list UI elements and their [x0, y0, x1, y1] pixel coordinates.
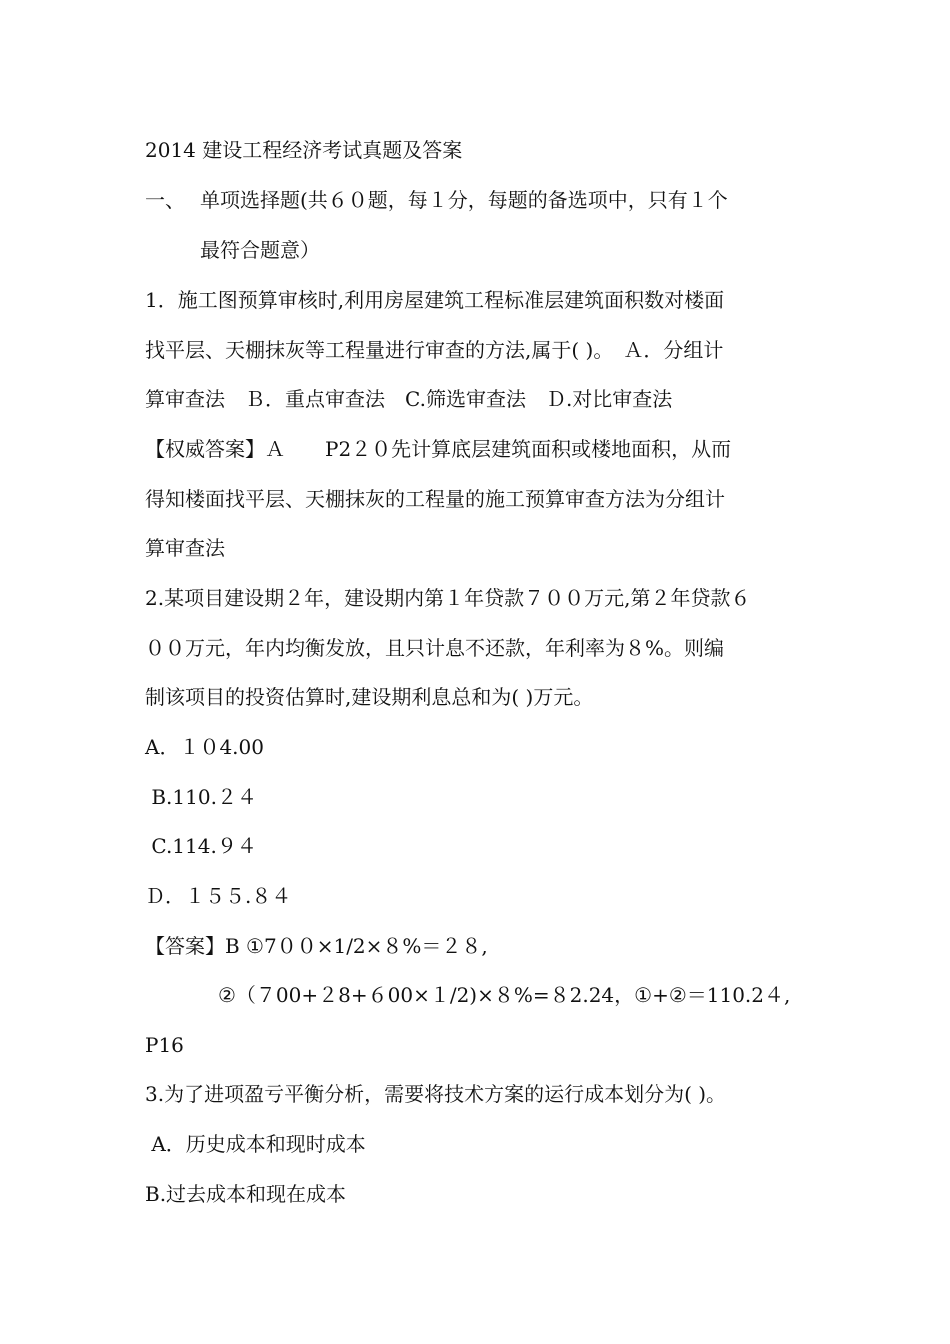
question-2-option-b: B.110.２４ [145, 785, 257, 809]
question-2-line-3: 制该项目的投资估算时,建设期利息总和为( )万元。 [145, 685, 594, 709]
question-1-line-2: 找平层、天棚抹灰等工程量进行审查的方法,属于( )。 Ａ．分组计 [145, 338, 724, 362]
section-heading-line-2: 最符合题意） [200, 238, 320, 262]
question-1-answer-line-2: 得知楼面找平层、天棚抹灰的工程量的施工预算审查方法为分组计 [145, 487, 725, 511]
section-heading-line-1: 单项选择题(共６０题，每１分，每题的备选项中，只有１个 [200, 188, 728, 212]
question-2-answer-line-2: ②（７00+２8+６00×１/2)×８%=８2.24，①+②＝110.2４, [218, 983, 791, 1007]
question-2-line-1: 2.某项目建设期２年，建设期内第１年贷款７００万元,第２年贷款６ [145, 586, 751, 610]
question-1-answer-line-1: 【权威答案】Ａ P2２０先计算底层建筑面积或楼地面积，从而 [145, 437, 732, 461]
question-2-option-c: C.114.９４ [145, 834, 257, 858]
question-3-option-b: B.过去成本和现在成本 [145, 1182, 347, 1206]
document-title: 2014 建设工程经济考试真题及答案 [145, 138, 463, 162]
question-2-line-2: ００万元，年内均衡发放，且只计息不还款，年利率为８%。则编 [145, 636, 725, 660]
question-3-line-1: 3.为了进项盈亏平衡分析，需要将技术方案的运行成本划分为( )。 [145, 1082, 727, 1106]
question-1-line-3: 算审查法 Ｂ．重点审查法 C.筛选审查法 Ｄ.对比审查法 [145, 387, 673, 411]
question-2-answer-line-3: P16 [145, 1033, 184, 1057]
question-2-answer-line-1: 【答案】B ①7００×1/2×８%＝２８, [145, 934, 488, 958]
question-1-line-1: 1．施工图预算审核时,利用房屋建筑工程标准层建筑面积数对楼面 [145, 288, 725, 312]
question-2-option-a: A．１０4.00 [145, 735, 264, 759]
section-number: 一、 [145, 188, 185, 212]
question-2-option-d: Ｄ．１５５.８４ [145, 884, 292, 908]
question-3-option-a: A．历史成本和现时成本 [145, 1132, 366, 1156]
question-1-answer-line-3: 算审查法 [145, 536, 225, 560]
